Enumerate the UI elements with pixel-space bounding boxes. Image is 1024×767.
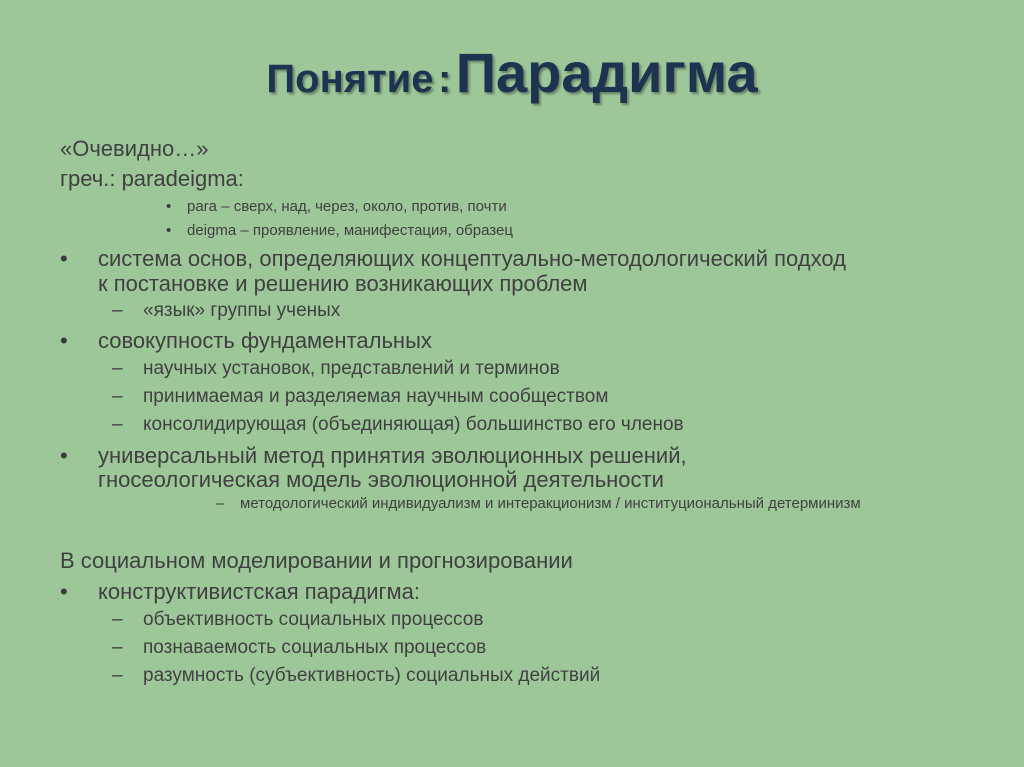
line-scientific: научных установок, представлений и терминов	[143, 358, 560, 379]
dash-scientific: –	[112, 358, 123, 379]
dash-methodological: –	[216, 495, 225, 512]
line-language: «язык» группы ученых	[143, 300, 341, 321]
line-obviously: «Очевидно…»	[60, 136, 209, 161]
line-deigma: deigma – проявление, манифестация, образец	[187, 222, 513, 239]
line-constructivist: конструктивистская парадигма:	[98, 579, 420, 604]
dash-language: –	[112, 300, 123, 321]
slide-title	[0, 40, 1024, 105]
line-para: para – сверх, над, через, около, против, почти	[187, 198, 507, 215]
line-universal-1: универсальный метод принятия эволюционных решений,	[98, 443, 687, 468]
line-accepted: принимаемая и разделяемая научным сообществом	[143, 386, 609, 407]
bullet-universal: •	[60, 443, 68, 468]
line-rationality: разумность (субъективность) социальных действий	[143, 665, 601, 686]
bullet-system: •	[60, 246, 68, 271]
bullet-para: •	[166, 198, 172, 215]
line-cognizability: познаваемость социальных процессов	[143, 637, 487, 658]
line-aggregate: совокупность фундаментальных	[98, 328, 432, 353]
line-greek: греч.: paradeigma:	[60, 166, 244, 191]
line-system-2: к постановке и решению возникающих проблем	[98, 271, 588, 296]
bullet-aggregate: •	[60, 328, 68, 353]
dash-accepted: –	[112, 386, 123, 407]
bullet-constructivist: •	[60, 579, 68, 604]
bullet-deigma: •	[166, 222, 172, 239]
dash-rationality: –	[112, 665, 123, 686]
line-methodological: методологический индивидуализм и интеракционизм / институциональный детерминизм	[240, 495, 861, 512]
title-main: Парадигма	[455, 41, 758, 104]
line-system-1: система основ, определяющих концептуально-методологический подход	[98, 246, 846, 271]
dash-consolidating: –	[112, 414, 123, 435]
line-objectivity: объективность социальных процессов	[143, 609, 484, 630]
line-consolidating: консолидирующая (объединяющая) большинство его членов	[143, 414, 684, 435]
dash-cognizability: –	[112, 637, 123, 658]
dash-objectivity: –	[112, 609, 123, 630]
title-separator: :	[437, 57, 452, 101]
title-prefix: Понятие	[266, 57, 434, 101]
line-social-modeling: В социальном моделировании и прогнозировании	[60, 548, 573, 573]
line-universal-2: гносеологическая модель эволюционной деятельности	[98, 467, 664, 492]
